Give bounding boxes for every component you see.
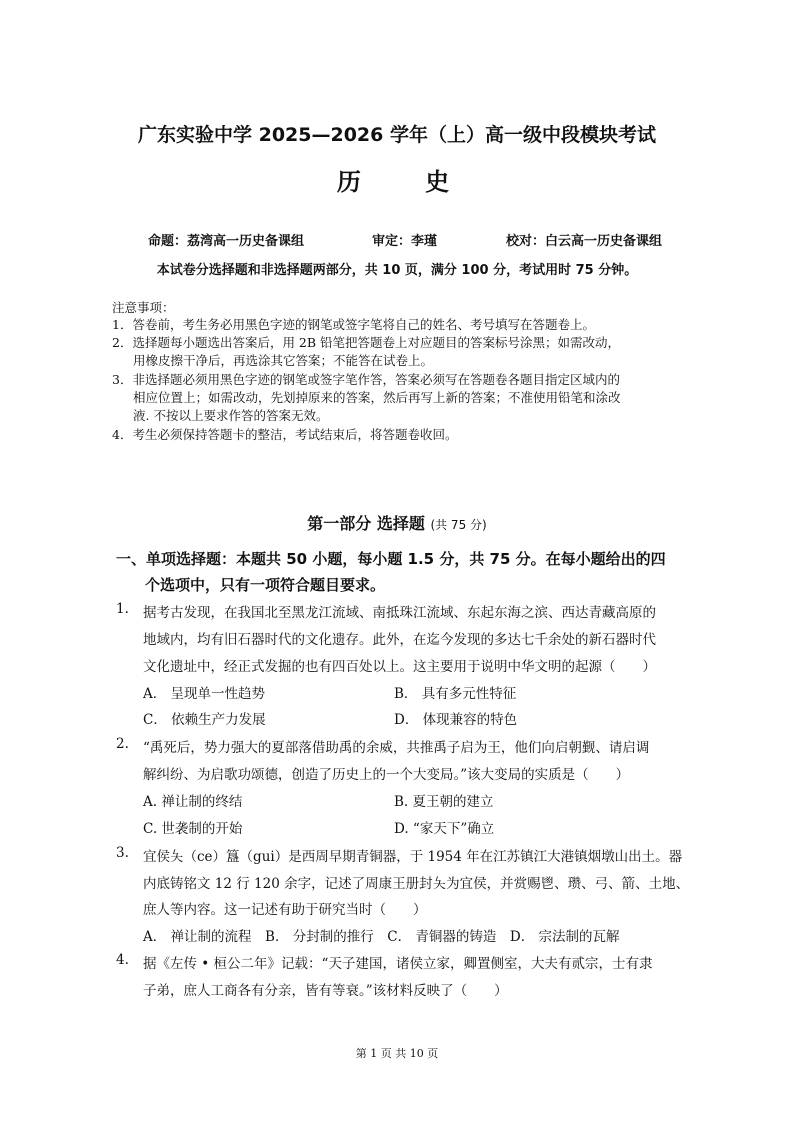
exam-title: 广东实验中学 2025—2026 学年（上）高一级中段模块考试 <box>138 124 656 146</box>
part-title-text: 第一部分 选择题 <box>307 514 425 533</box>
option-a: A. 禅让制的终结 <box>143 794 243 810</box>
subject-title: 历 史 <box>336 168 478 196</box>
question-number: 3. <box>116 845 129 861</box>
part-title <box>0 511 794 534</box>
reviewer-credit: 审定：李瑾 <box>372 234 438 249</box>
question-number: 4. <box>116 952 129 968</box>
option-b: B． 具有多元性特征 <box>394 686 517 702</box>
notes-heading: 注意事项： <box>112 300 175 315</box>
question-number: 2. <box>116 736 129 752</box>
question-options: A． 禅让制的流程 B． 分封制的推行 C． 青铜器的铸造 D． 宗法制的瓦解 <box>143 929 620 945</box>
notes-line: 液. 不按以上要求作答的答案无效。 <box>133 408 329 423</box>
section-instruction: 个选项中，只有一项符合题目要求。 <box>145 576 386 594</box>
exam-scope: 本试卷分选择题和非选择题两部分，共 10 页，满分 100 分，考试用时 75 分钟。 <box>156 263 638 278</box>
notes-line: 4．考生必须保持答题卡的整洁，考试结束后，将答题卷收回。 <box>112 427 458 442</box>
question-text: 宜侯夨（ce）簋（gui）是西周早期青铜器，于 1954 年在江苏镇江大港镇烟墩山出土。器 <box>143 849 683 865</box>
question-text: 解纠纷、为启歌功颂德，创造了历史上的一个大变局。”该大变局的实质是（ ） <box>143 767 630 783</box>
notes-line: 2．选择题每小题选出答案后，用 2B 铅笔把答题卷上对应题目的答案标号涂黑；如需改动， <box>112 335 621 350</box>
question-text: 文化遗址中，经正式发掘的也有四百处以上。这主要用于说明中华文明的起源（ ） <box>143 659 656 675</box>
question-text: 内底铸铭文 12 行 120 余字，记述了周康王册封夨为宜侯，并赏赐鬯、瓒、弓、箭、土地、 <box>143 876 690 892</box>
notes-line: 1．答卷前，考生务必用黑色字迹的钢笔或签字笔将自己的姓名、考号填写在答题卷上。 <box>112 317 595 332</box>
author-credit: 命题：荔湾高一历史备课组 <box>148 234 305 249</box>
notes-line: 3．非选择题必须用黑色字迹的钢笔或签字笔作答，答案必须写在答题卷各题目指定区域内的 <box>112 372 620 387</box>
option-b: B. 夏王朝的建立 <box>394 794 494 810</box>
question-text: 子弟，庶人工商各有分亲，皆有等衰。”该材料反映了（ ） <box>143 983 508 999</box>
page-footer: 第 1 页 共 10 页 <box>355 1047 439 1060</box>
notes-line: 相应位置上；如需改动，先划掉原来的答案，然后再写上新的答案；不准使用铅笔和涂改 <box>133 390 621 405</box>
question-text: 据《左传 • 桓公二年》记载：“天子建国，诸侯立家，卿置侧室，大夫有贰宗，士有隶 <box>143 956 653 972</box>
question-text: 据考古发现，在我国北至黑龙江流域、南抵珠江流域、东起东海之滨、西达青藏高原的 <box>143 605 656 621</box>
notes-line: 用橡皮擦干净后，再选涂其它答案；不能答在试卷上。 <box>133 353 434 368</box>
section-instruction: 一、单项选择题：本题共 50 小题，每小题 1.5 分，共 75 分。在每小题给出的四 <box>116 550 666 568</box>
option-d: D． 体现兼容的特色 <box>394 712 518 728</box>
option-c: C． 依赖生产力发展 <box>143 712 266 728</box>
question-number: 1. <box>116 601 129 617</box>
part-score: (共 75 分) <box>430 518 487 532</box>
option-c: C. 世袭制的开始 <box>143 821 243 837</box>
question-text: 庶人等内容。这一记述有助于研究当时（ ） <box>143 902 427 918</box>
proofreader-credit: 校对：白云高一历史备课组 <box>506 234 663 249</box>
question-text: “禹死后，势力强大的夏部落借助禹的余威，共推禹子启为王，他们向启朝觐、请启调 <box>143 740 650 756</box>
question-text: 地域内，均有旧石器时代的文化遗存。此外，在迄今发现的多达七千余处的新石器时代 <box>143 632 656 648</box>
option-a: A． 呈现单一性趋势 <box>143 686 266 702</box>
option-d: D. “家天下”确立 <box>394 821 495 837</box>
